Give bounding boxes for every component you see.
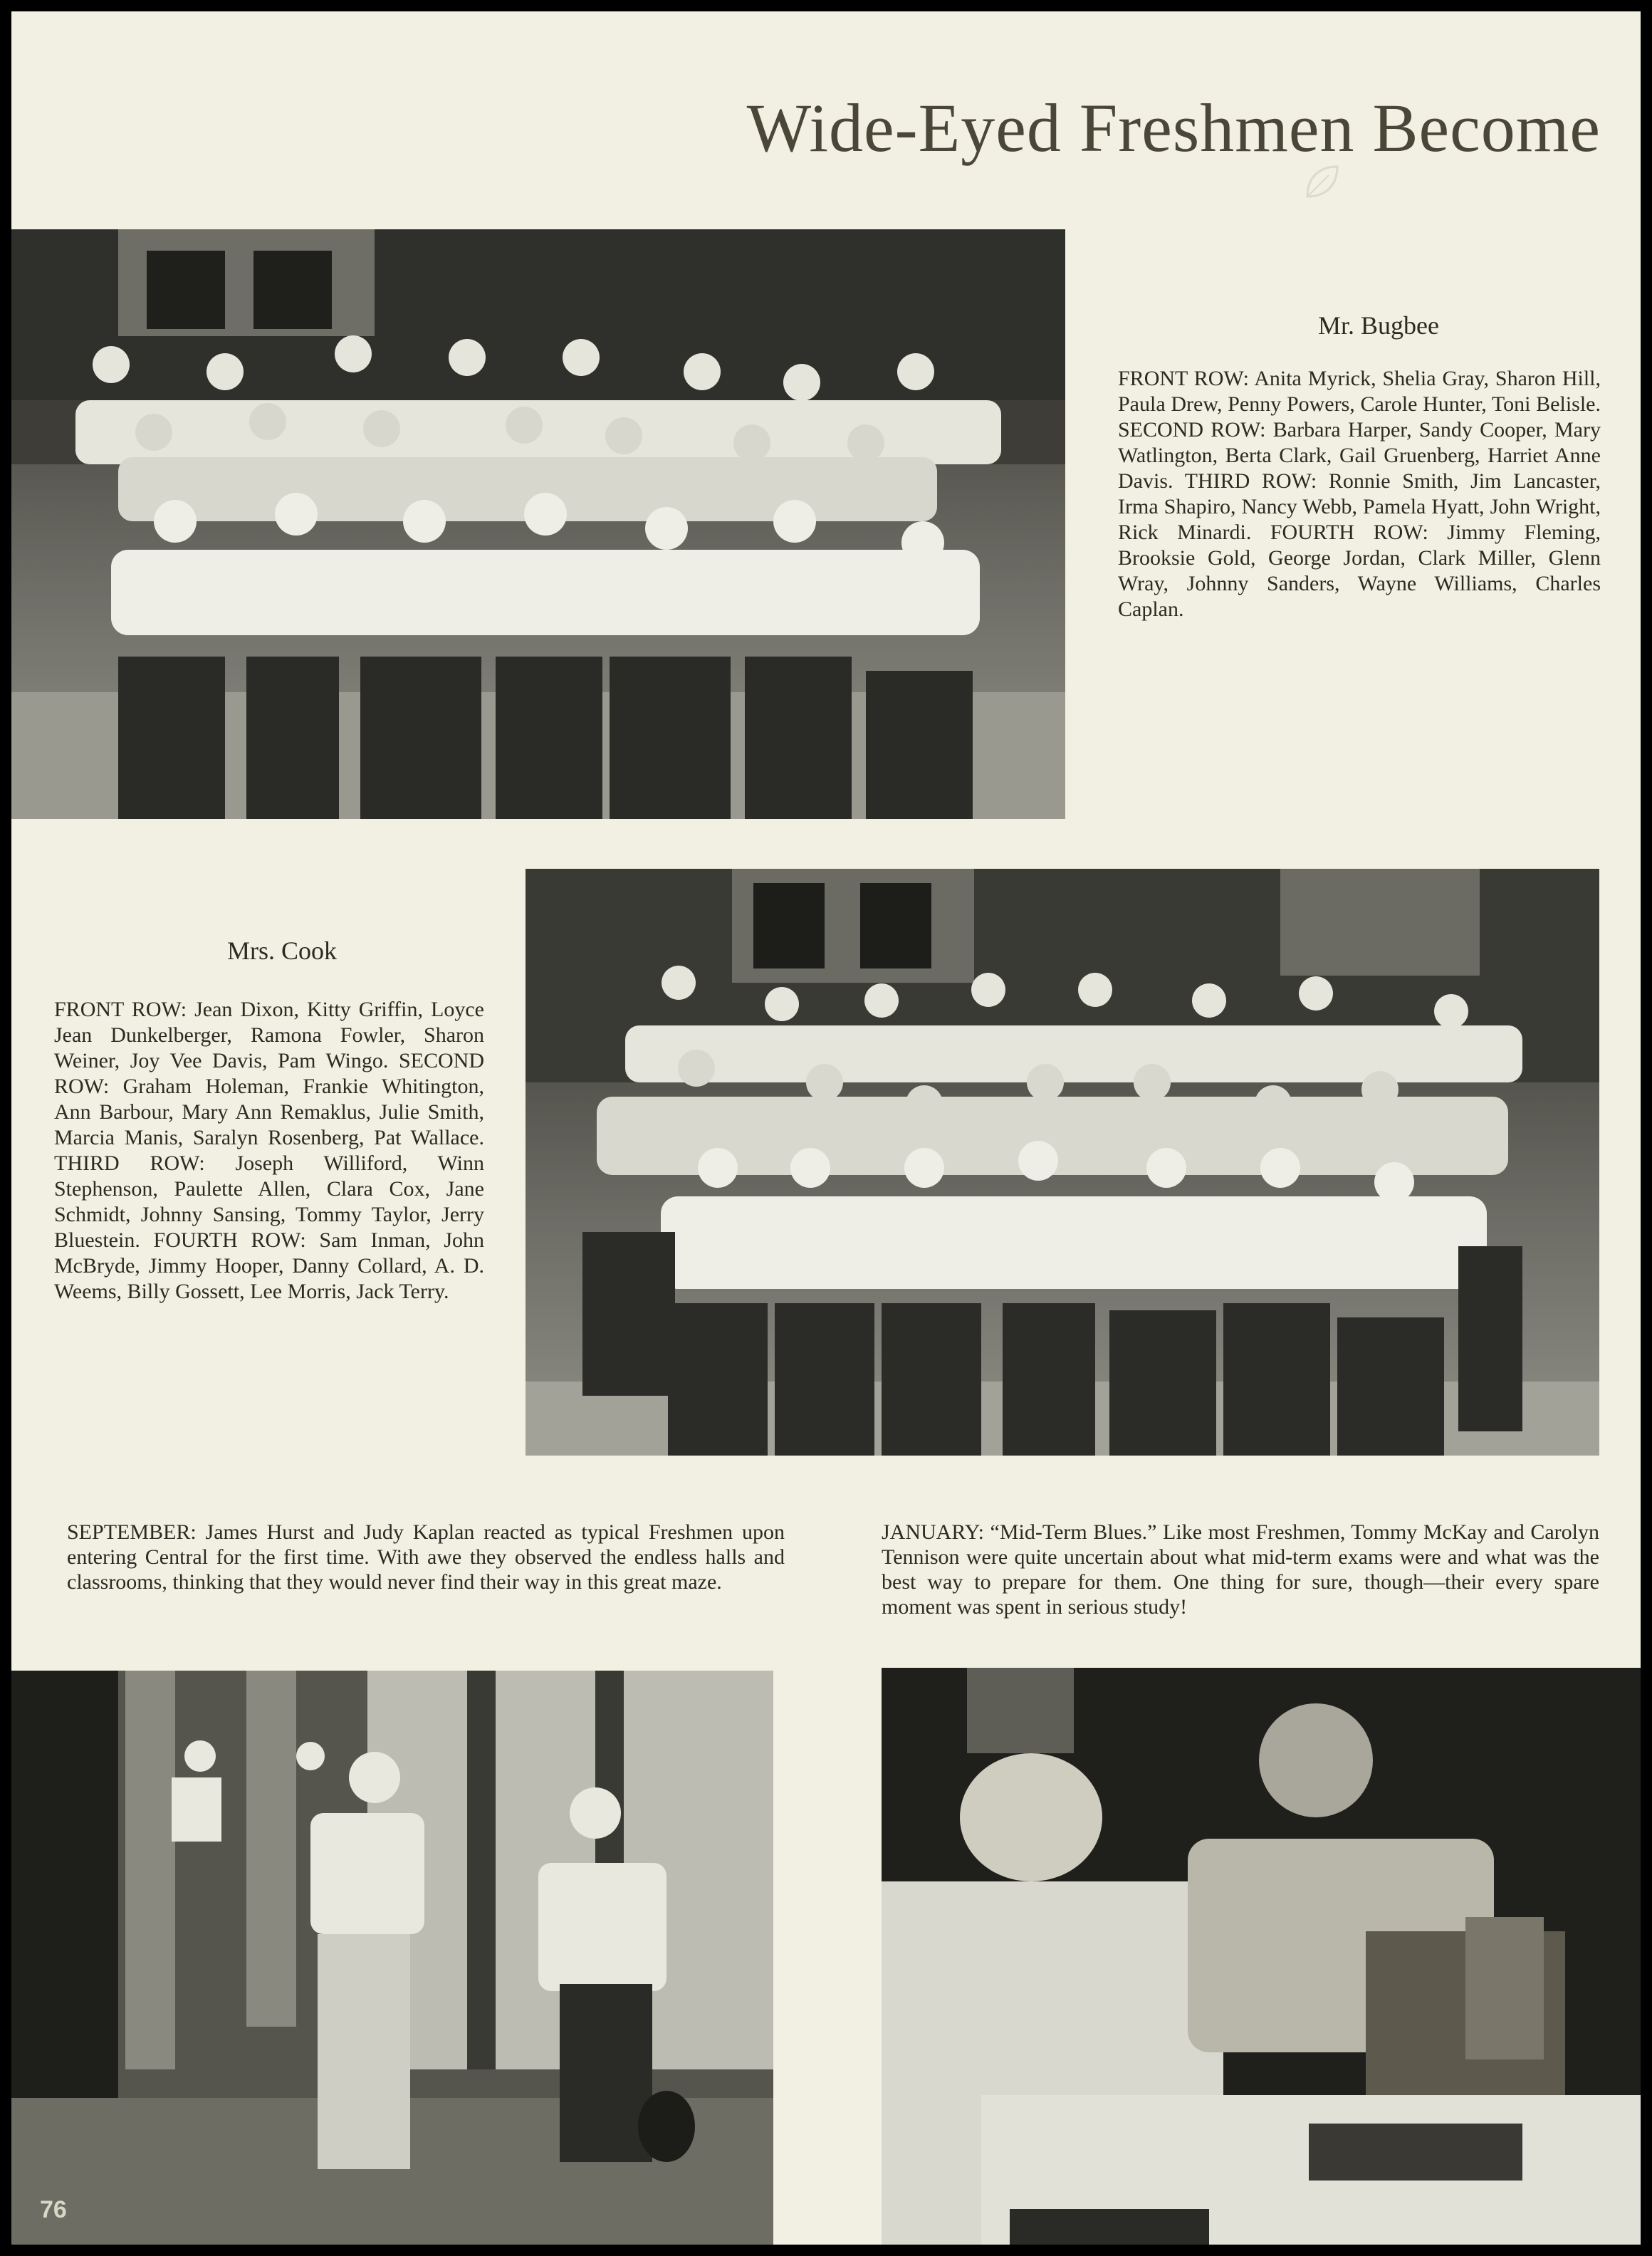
bugbee-roster: FRONT ROW: Anita Myrick, Shelia Gray, Sharon Hill, Paula Drew, Penny Powers, Carole Hunter, Toni Belisle. SECOND ROW: Barbara Harper, Sandy Cooper, Mary Watlington, Berta Clark, Gail Gruenberg, Harriet Anne Davis. THIRD ROW: Ronnie Smith, Jim Lancaster, Irma Shapiro, Nancy Webb, Pamela Hyatt, John Wright, Rick Minardi. FOURTH ROW: Jimmy Fleming, Brooksie Gold, George Jordan, Clark Miller, Glenn Wray, Johnny Sanders, Wayne Williams, Charles Caplan. — [1118, 367, 1601, 621]
hallway-photo — [11, 1671, 773, 2245]
january-story: JANUARY: “Mid-Term Blues.” Like most Freshmen, Tommy McKay and Carolyn Tennison were quite uncertain about what mid-term exams were and what was the best way to prepare for them. One thing for sure, though—their every spare moment was spent in serious study! — [882, 1520, 1599, 1619]
cook-group-photo — [526, 869, 1599, 1456]
page-title: Wide-Eyed Freshmen Become — [746, 90, 1601, 166]
september-story: SEPTEMBER: James Hurst and Judy Kaplan reacted as typical Freshmen upon entering Central for the first time. With awe they observed the endless halls and classrooms, thinking that they would never find their way in this great maze. — [67, 1520, 785, 1594]
yearbook-page — [11, 11, 1641, 2245]
bugbee-group-photo — [11, 229, 1065, 819]
cook-heading: Mrs. Cook — [226, 936, 338, 965]
study-photo — [882, 1668, 1641, 2245]
cook-roster: FRONT ROW: Jean Dixon, Kitty Griffin, Loyce Jean Dunkelberger, Ramona Fowler, Sharon Weiner, Joy Vee Davis, Pam Wingo. SECOND ROW: Graham Holeman, Frankie Whitington, Ann Barbour, Mary Ann Remaklus, Julie Smith, Marcia Manis, Saralyn Rosenberg, Pat Wallace. THIRD ROW: Joseph Williford, Winn Stephenson, Paulette Allen, Clara Cox, Jane Schmidt, Johnny Sansing, Tommy Taylor, Jerry Bluestein. FOURTH ROW: Sam Inman, John McBryde, Jimmy Hooper, Danny Collard, A. D. Weems, Billy Gossett, Lee Morris, Jack Terry. — [54, 998, 484, 1303]
leaf-watermark-icon — [1300, 161, 1343, 204]
page-number: 76 — [40, 2196, 67, 2223]
bugbee-heading: Mr. Bugbee — [1318, 311, 1439, 340]
